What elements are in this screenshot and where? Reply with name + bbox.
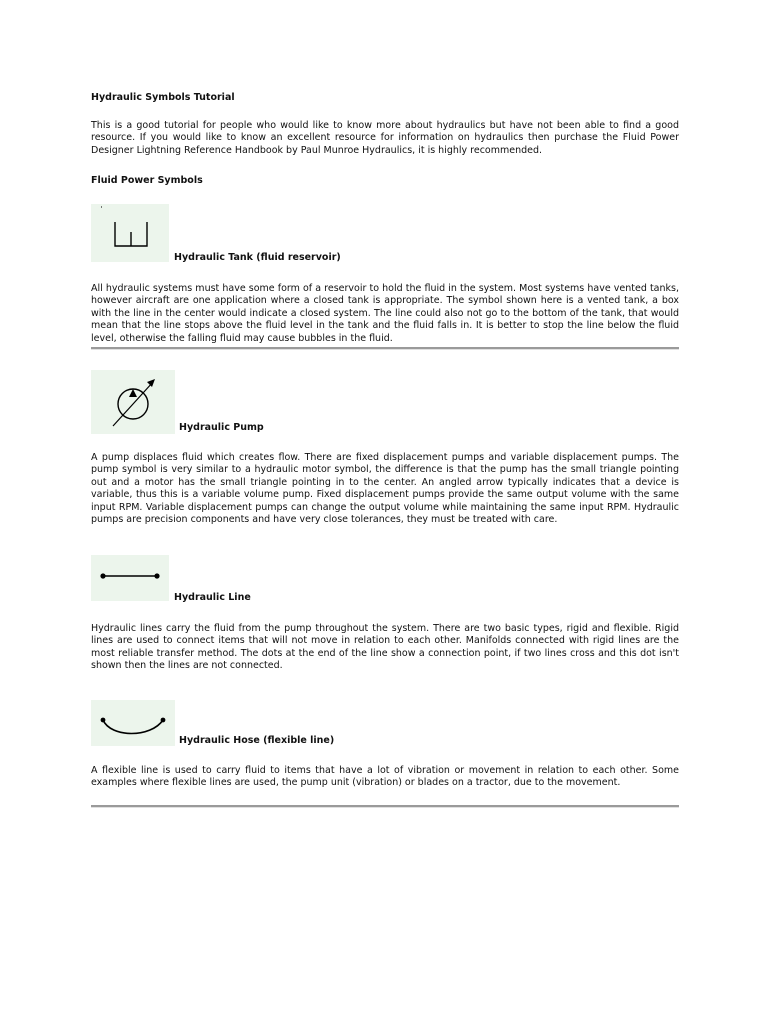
section-heading: Fluid Power Symbols bbox=[91, 175, 203, 186]
tank-caption: Hydraulic Tank (fluid reservoir) bbox=[174, 252, 341, 263]
section-divider bbox=[91, 805, 679, 808]
tank-icon bbox=[91, 204, 169, 262]
pump-icon bbox=[91, 370, 175, 434]
tank-paragraph: All hydraulic systems must have some form of a reservoir to hold the fluid in the system. Most systems have vented tanks, however aircraft are one application where a closed tank is appropriate. The symbol shown here is a vented tank, a box with the line in the center would indicate a closed system. The line could also not go to the bottom of the tank, that would mean that the line stops above the fluid level in the tank and the fluid falls in. It is better to stop the line below the fluid level, otherwise the falling fluid may cause bubbles in the fluid. bbox=[91, 283, 679, 344]
intro-paragraph: This is a good tutorial for people who would like to know more about hydraulics but have not been able to find a good resource. If you would like to know an excellent resource for information on hydraulics then purchase the Fluid Power Designer Lightning Reference Handbook by Paul Munroe Hydraulics, it is highly recommended. bbox=[91, 120, 679, 156]
hose-caption: Hydraulic Hose (flexible line) bbox=[179, 735, 335, 746]
line-caption: Hydraulic Line bbox=[174, 592, 251, 603]
line-icon bbox=[91, 555, 169, 601]
hose-icon bbox=[91, 700, 175, 746]
section-divider bbox=[91, 347, 679, 350]
pump-paragraph: A pump displaces fluid which creates flow. There are fixed displacement pumps and variable displacement pumps. The pump symbol is very similar to a hydraulic motor symbol, the difference is that the pump has the small triangle pointing out and a motor has the small triangle pointing in to the center. An angled arrow typically indicates that a device is variable, thus this is a variable volume pump. Fixed displacement pumps provide the same output volume with the same input RPM. Variable displacement pumps can change the output volume while maintaining the same input RPM. Hydraulic pumps are precision components and have very close tolerances, they must be treated with care. bbox=[91, 452, 679, 526]
hose-paragraph: A flexible line is used to carry fluid to items that have a lot of vibration or movement in relation to each other. Some examples where flexible lines are used, the pump unit (vibration) or blades on a tractor, due to the movement. bbox=[91, 765, 679, 789]
pump-caption: Hydraulic Pump bbox=[179, 422, 264, 433]
page-title: Hydraulic Symbols Tutorial bbox=[91, 92, 235, 103]
line-paragraph: Hydraulic lines carry the fluid from the pump throughout the system. There are two basic types, rigid and flexible. Rigid lines are used to connect items that will not move in relation to each other. Manifolds connected with rigid lines are the most reliable transfer method. The dots at the end of the line show a connection point, if two lines cross and this dot isn't shown then the lines are not connected. bbox=[91, 623, 679, 672]
